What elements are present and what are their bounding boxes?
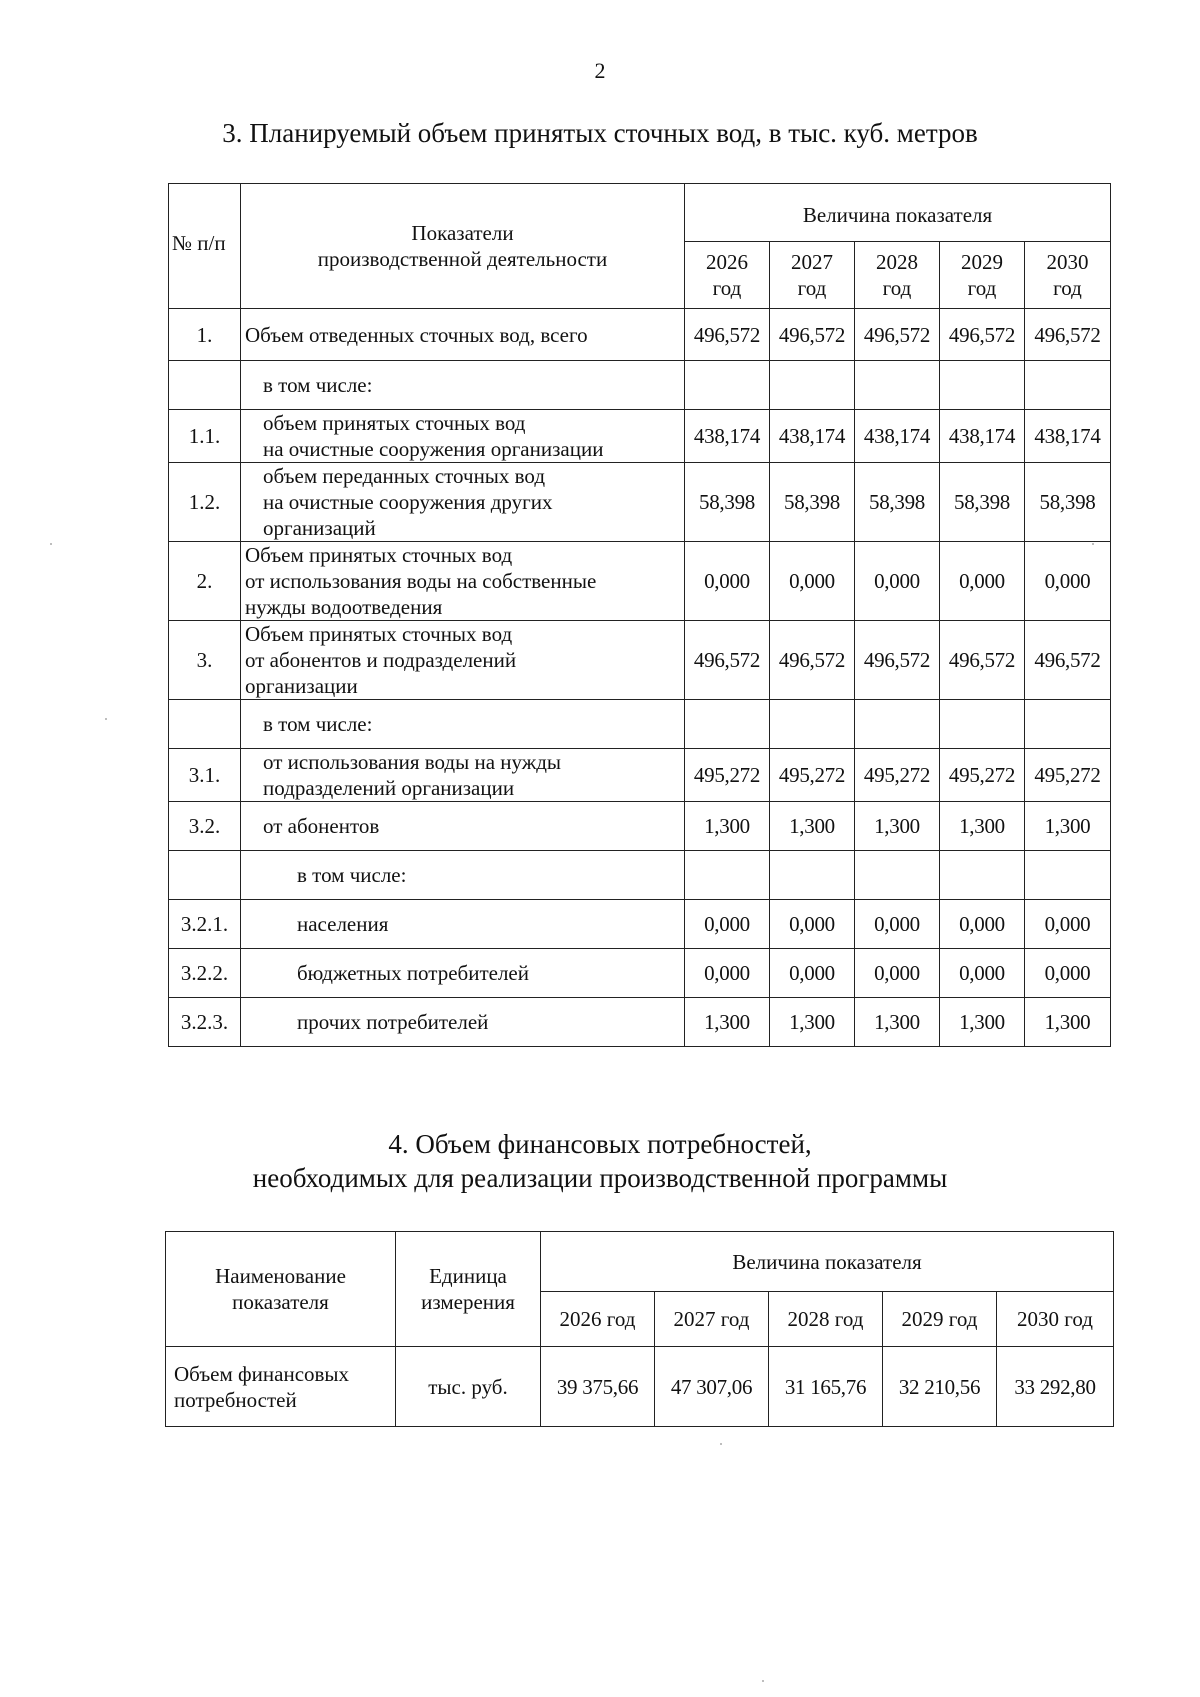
header-year-number: 2030 [1046, 250, 1089, 274]
row-label-line: объем переданных сточных вод [263, 464, 546, 488]
table-row [169, 851, 1111, 900]
value-cell: 495,272 [685, 749, 770, 802]
row-label-line: Объем принятых сточных вод [245, 622, 513, 646]
row-label-line: от абонентов и подразделений [245, 648, 517, 672]
value-cell [770, 700, 855, 749]
wastewater-volume-table [168, 183, 1111, 1047]
financial-value-cell: 47 307,06 [655, 1347, 769, 1427]
table-row [169, 900, 1111, 949]
financial-value-cell: 39 375,66 [541, 1347, 655, 1427]
value-cell: 495,272 [1025, 749, 1111, 802]
value-cell: 0,000 [940, 542, 1025, 621]
page-number: 2 [594, 58, 606, 83]
value-cell: 438,174 [1025, 410, 1111, 463]
header-year [685, 242, 770, 309]
table-row [169, 463, 1111, 542]
value-cell [770, 851, 855, 900]
header-year: 2026 год [541, 1292, 655, 1347]
row-number: 2. [169, 542, 241, 621]
value-cell: 495,272 [940, 749, 1025, 802]
value-cell: 58,398 [685, 463, 770, 542]
table-row [169, 949, 1111, 998]
row-label-line: нужды водоотведения [245, 595, 443, 619]
value-cell [685, 361, 770, 410]
row-label-line: на очистные сооружения организации [263, 437, 604, 461]
value-cell: 0,000 [940, 949, 1025, 998]
row-number: 1.1. [169, 410, 241, 463]
value-cell: 58,398 [855, 463, 940, 542]
value-cell: 438,174 [855, 410, 940, 463]
header-indicator-name [166, 1232, 396, 1347]
header-year [940, 242, 1025, 309]
header-indicator-line2: производственной деятельности [317, 247, 608, 271]
value-cell: 1,300 [940, 998, 1025, 1047]
value-cell: 496,572 [855, 621, 940, 700]
header-indicator-name-line1: Наименование [215, 1264, 346, 1288]
value-cell [940, 851, 1025, 900]
section4-title-line1: 4. Объем финансовых потребностей, [388, 1129, 812, 1159]
value-cell: 0,000 [685, 542, 770, 621]
row-number [169, 361, 241, 410]
financial-value-cell: 33 292,80 [997, 1347, 1114, 1427]
table-row [169, 542, 1111, 621]
row-label [241, 998, 685, 1047]
row-label [241, 851, 685, 900]
financial-needs-table [165, 1231, 1114, 1427]
value-cell: 58,398 [1025, 463, 1111, 542]
row-number: 3.2.1. [169, 900, 241, 949]
header-indicator-name-line2: показателя [232, 1290, 329, 1314]
header-year: 2030 год [997, 1292, 1114, 1347]
value-cell: 0,000 [855, 949, 940, 998]
value-cell [685, 700, 770, 749]
row-label [241, 361, 685, 410]
header-unit-line2: измерения [421, 1290, 515, 1314]
scan-speck [720, 1443, 722, 1445]
row-label [241, 309, 685, 361]
value-cell: 496,572 [940, 621, 1025, 700]
header-year-suffix: год [882, 276, 912, 300]
header-year-suffix: год [712, 276, 742, 300]
header-number: № п/п [169, 184, 241, 309]
value-cell: 0,000 [1025, 949, 1111, 998]
financial-value-cell: 31 165,76 [769, 1347, 883, 1427]
header-unit-line1: Единица [429, 1264, 507, 1288]
row-label-line: от использования воды на нужды [263, 750, 562, 774]
header-year: 2028 год [769, 1292, 883, 1347]
row-number: 3.2.2. [169, 949, 241, 998]
header-year [770, 242, 855, 309]
header-year-number: 2028 [876, 250, 918, 274]
header-year: 2029 год [883, 1292, 997, 1347]
value-cell: 496,572 [1025, 309, 1111, 361]
value-cell: 495,272 [770, 749, 855, 802]
row-label-line: от абонентов [263, 814, 380, 838]
value-cell: 0,000 [770, 542, 855, 621]
value-cell: 496,572 [1025, 621, 1111, 700]
scan-speck [762, 1680, 764, 1682]
table-row [169, 361, 1111, 410]
row-number: 3. [169, 621, 241, 700]
value-cell: 496,572 [770, 621, 855, 700]
value-cell: 496,572 [855, 309, 940, 361]
financial-indicator-name-line1: Объем финансовых [174, 1361, 350, 1386]
table-row [169, 309, 1111, 361]
row-label [241, 700, 685, 749]
header-year-suffix: год [967, 276, 997, 300]
value-cell: 1,300 [855, 998, 940, 1047]
value-cell: 58,398 [940, 463, 1025, 542]
value-cell [855, 361, 940, 410]
row-number: 3.1. [169, 749, 241, 802]
row-label [241, 900, 685, 949]
value-cell [1025, 361, 1111, 410]
table-row [169, 749, 1111, 802]
value-cell: 0,000 [770, 949, 855, 998]
financial-unit: тыс. руб. [396, 1347, 541, 1427]
value-cell: 438,174 [685, 410, 770, 463]
value-cell [940, 700, 1025, 749]
row-number: 3.2.3. [169, 998, 241, 1047]
value-cell: 438,174 [770, 410, 855, 463]
header-value-group: Величина показателя [685, 184, 1111, 242]
header-indicator [241, 184, 685, 309]
row-label-line: объем принятых сточных вод [263, 411, 526, 435]
value-cell: 1,300 [940, 802, 1025, 851]
header-year-number: 2029 [961, 250, 1003, 274]
row-number: 1.2. [169, 463, 241, 542]
value-cell: 496,572 [940, 309, 1025, 361]
row-number [169, 851, 241, 900]
row-label [241, 410, 685, 463]
value-cell: 0,000 [1025, 542, 1111, 621]
value-cell: 58,398 [770, 463, 855, 542]
value-cell: 0,000 [685, 900, 770, 949]
value-cell: 496,572 [685, 621, 770, 700]
value-cell: 0,000 [855, 900, 940, 949]
section4-title [0, 1127, 1200, 1195]
row-label-line: населения [297, 912, 389, 936]
row-label-line: Объем принятых сточных вод [245, 543, 513, 567]
row-label-line: организации [245, 674, 358, 698]
header-indicator-line1: Показатели [411, 221, 514, 245]
section3-title: 3. Планируемый объем принятых сточных вод, в тыс. куб. метров [222, 118, 978, 148]
value-cell [1025, 700, 1111, 749]
row-label [241, 463, 685, 542]
value-cell: 1,300 [685, 802, 770, 851]
value-cell: 0,000 [940, 900, 1025, 949]
value-cell [1025, 851, 1111, 900]
row-number: 1. [169, 309, 241, 361]
header-year [1025, 242, 1111, 309]
value-cell [855, 851, 940, 900]
value-cell: 1,300 [1025, 998, 1111, 1047]
row-label [241, 621, 685, 700]
header-year-suffix: год [797, 276, 827, 300]
value-cell: 438,174 [940, 410, 1025, 463]
row-label-line: от использования воды на собственные [245, 569, 597, 593]
row-label [241, 542, 685, 621]
row-label-line: организаций [263, 516, 376, 540]
row-label [241, 802, 685, 851]
row-number [169, 700, 241, 749]
value-cell: 1,300 [770, 802, 855, 851]
table-row [169, 998, 1111, 1047]
financial-indicator-name [166, 1347, 396, 1427]
row-label-line: бюджетных потребителей [297, 961, 529, 985]
value-cell: 495,272 [855, 749, 940, 802]
header-unit [396, 1232, 541, 1347]
scan-speck [105, 718, 107, 720]
header-value-group: Величина показателя [541, 1232, 1114, 1292]
value-cell [685, 851, 770, 900]
value-cell [770, 361, 855, 410]
header-year-number: 2026 [706, 250, 748, 274]
value-cell: 0,000 [770, 900, 855, 949]
scan-speck [1092, 543, 1094, 545]
financial-value-cell: 32 210,56 [883, 1347, 997, 1427]
row-label-line: в том числе: [297, 863, 407, 887]
financial-indicator-name-line2: потребностей [174, 1387, 297, 1412]
value-cell: 496,572 [770, 309, 855, 361]
value-cell [940, 361, 1025, 410]
row-label-line: подразделений организации [263, 776, 515, 800]
row-label [241, 749, 685, 802]
value-cell: 0,000 [1025, 900, 1111, 949]
row-label-line: в том числе: [263, 373, 373, 397]
header-year [855, 242, 940, 309]
table-row [169, 802, 1111, 851]
value-cell: 1,300 [855, 802, 940, 851]
scan-speck [50, 543, 52, 545]
row-label-line: на очистные сооружения других [263, 490, 553, 514]
row-label [241, 949, 685, 998]
table-row [169, 410, 1111, 463]
row-label-line: прочих потребителей [297, 1010, 489, 1034]
header-year-number: 2027 [791, 250, 833, 274]
table-row [169, 700, 1111, 749]
row-number: 3.2. [169, 802, 241, 851]
value-cell: 1,300 [685, 998, 770, 1047]
row-label-line: в том числе: [263, 712, 373, 736]
section4-title-line2: необходимых для реализации производственной программы [252, 1163, 948, 1193]
table-row [166, 1347, 1114, 1427]
row-label-line: Объем отведенных сточных вод, всего [245, 322, 588, 347]
value-cell: 496,572 [685, 309, 770, 361]
value-cell: 0,000 [855, 542, 940, 621]
value-cell: 1,300 [1025, 802, 1111, 851]
header-year: 2027 год [655, 1292, 769, 1347]
header-year-suffix: год [1053, 276, 1082, 300]
value-cell [855, 700, 940, 749]
value-cell: 1,300 [770, 998, 855, 1047]
value-cell: 0,000 [685, 949, 770, 998]
table-row [169, 621, 1111, 700]
